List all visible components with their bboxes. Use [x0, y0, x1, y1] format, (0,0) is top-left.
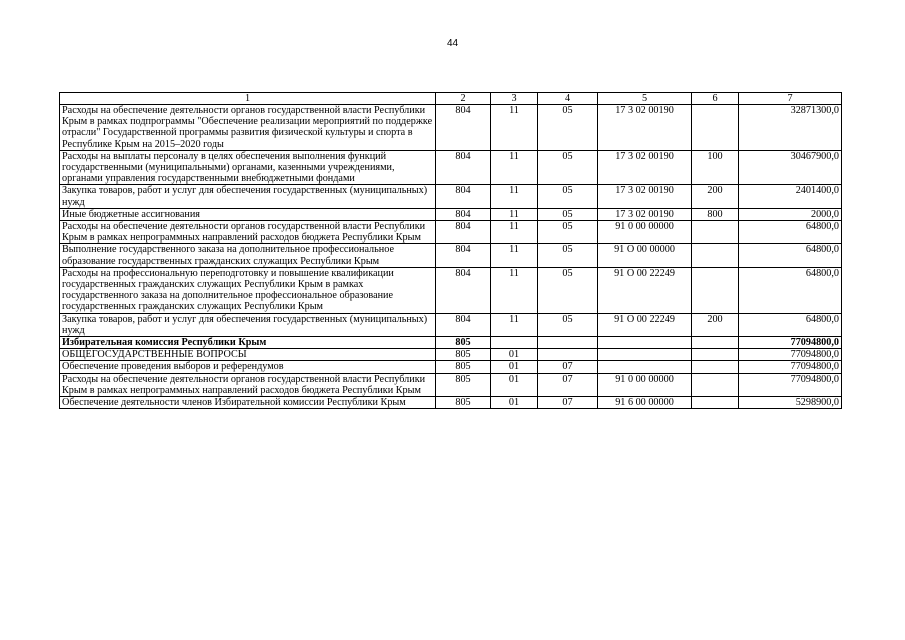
- table-header: [60, 93, 842, 105]
- page-number: 44: [446, 38, 459, 49]
- amount-cell: 5298900,0: [739, 397, 842, 409]
- amount-cell: 64800,0: [739, 221, 842, 244]
- target-article-cell: [598, 349, 692, 361]
- ministry-code-cell: 804: [436, 208, 491, 220]
- section-code-cell: [491, 337, 538, 349]
- table-row: [60, 150, 842, 185]
- row-name-cell: Иные бюджетные ассигнования: [60, 208, 436, 220]
- ministry-code-cell: 804: [436, 221, 491, 244]
- row-name-cell: Обеспечение проведения выборов и референдумов: [60, 361, 436, 373]
- section-code-cell: 11: [491, 267, 538, 313]
- row-name-cell: Выполнение государственного заказа на дополнительное профессиональное образование государственных гражданских служащих Республики Крым: [60, 244, 436, 267]
- target-article-cell: 17 3 02 00190: [598, 208, 692, 220]
- header-cell-3: 3: [491, 93, 538, 105]
- amount-cell: 64800,0: [739, 313, 842, 336]
- header-cell-5: 5: [598, 93, 692, 105]
- ministry-code-cell: 805: [436, 361, 491, 373]
- subsection-code-cell: 05: [538, 313, 598, 336]
- subsection-code-cell: [538, 349, 598, 361]
- subsection-code-cell: 07: [538, 397, 598, 409]
- subsection-code-cell: 05: [538, 221, 598, 244]
- ministry-code-cell: 805: [436, 373, 491, 396]
- row-name-cell: Расходы на выплаты персоналу в целях обеспечения выполнения функций государственными (муниципальными) органами, казенными учреждениями, органами управления государственными внебюджетными фондами: [60, 150, 436, 185]
- expense-type-cell: [692, 105, 739, 151]
- amount-cell: 77094800,0: [739, 337, 842, 349]
- ministry-code-cell: 804: [436, 150, 491, 185]
- table-row: [60, 244, 842, 267]
- target-article-cell: [598, 337, 692, 349]
- amount-cell: 2401400,0: [739, 185, 842, 208]
- section-code-cell: 11: [491, 185, 538, 208]
- amount-cell: 77094800,0: [739, 349, 842, 361]
- section-code-cell: 01: [491, 361, 538, 373]
- expense-type-cell: [692, 221, 739, 244]
- header-cell-2: 2: [436, 93, 491, 105]
- table-row: [60, 337, 842, 349]
- expense-type-cell: 100: [692, 150, 739, 185]
- table-row: [60, 397, 842, 409]
- table-row: [60, 373, 842, 396]
- table-body: [60, 105, 842, 409]
- target-article-cell: 91 О 00 00000: [598, 244, 692, 267]
- amount-cell: 64800,0: [739, 267, 842, 313]
- row-name-cell: Закупка товаров, работ и услуг для обеспечения государственных (муниципальных) нужд: [60, 185, 436, 208]
- ministry-code-cell: 804: [436, 105, 491, 151]
- subsection-code-cell: 05: [538, 150, 598, 185]
- ministry-code-cell: 805: [436, 337, 491, 349]
- ministry-code-cell: 805: [436, 349, 491, 361]
- header-row: [60, 93, 842, 105]
- ministry-code-cell: 804: [436, 267, 491, 313]
- subsection-code-cell: 05: [538, 105, 598, 151]
- section-code-cell: 11: [491, 105, 538, 151]
- amount-cell: 30467900,0: [739, 150, 842, 185]
- expense-type-cell: [692, 373, 739, 396]
- amount-cell: 64800,0: [739, 244, 842, 267]
- header-cell-7: 7: [739, 93, 842, 105]
- expense-type-cell: 200: [692, 313, 739, 336]
- amount-cell: 77094800,0: [739, 361, 842, 373]
- section-code-cell: 11: [491, 221, 538, 244]
- section-code-cell: 11: [491, 150, 538, 185]
- target-article-cell: 91 0 00 00000: [598, 373, 692, 396]
- target-article-cell: 17 3 02 00190: [598, 105, 692, 151]
- section-code-cell: 11: [491, 244, 538, 267]
- row-name-cell: Избирательная комиссия Республики Крым: [60, 337, 436, 349]
- target-article-cell: 17 3 02 00190: [598, 185, 692, 208]
- ministry-code-cell: 804: [436, 244, 491, 267]
- table-row: [60, 313, 842, 336]
- expense-type-cell: [692, 244, 739, 267]
- amount-cell: 77094800,0: [739, 373, 842, 396]
- table-row: [60, 221, 842, 244]
- target-article-cell: 91 0 00 00000: [598, 221, 692, 244]
- table-row: [60, 185, 842, 208]
- subsection-code-cell: 05: [538, 208, 598, 220]
- subsection-code-cell: 05: [538, 244, 598, 267]
- expense-type-cell: [692, 337, 739, 349]
- expense-type-cell: [692, 267, 739, 313]
- section-code-cell: 01: [491, 373, 538, 396]
- row-name-cell: Закупка товаров, работ и услуг для обеспечения государственных (муниципальных) нужд: [60, 313, 436, 336]
- target-article-cell: 91 О 00 22249: [598, 313, 692, 336]
- subsection-code-cell: 05: [538, 185, 598, 208]
- row-name-cell: Расходы на профессиональную переподготовку и повышение квалификации государственных гражданских служащих Республики Крым в рамках государственного заказа на дополнительное профессиональное образование государственных гражданских служащих Республики Крым: [60, 267, 436, 313]
- row-name-cell: ОБЩЕГОСУДАРСТВЕННЫЕ ВОПРОСЫ: [60, 349, 436, 361]
- section-code-cell: 01: [491, 397, 538, 409]
- table-row: [60, 105, 842, 151]
- row-name-cell: Расходы на обеспечение деятельности органов государственной власти Республики Крым в рамках непрограммных направлений расходов бюджета Республики Крым: [60, 221, 436, 244]
- header-cell-1: 1: [60, 93, 436, 105]
- ministry-code-cell: 804: [436, 185, 491, 208]
- section-code-cell: 01: [491, 349, 538, 361]
- table-row: [60, 208, 842, 220]
- row-name-cell: Расходы на обеспечение деятельности органов государственной власти Республики Крым в рамках подпрограммы "Обеспечение реализации мероприятий по поддержке отрасли" Государственной программы развития физической культуры и спорта в Республике Крым на 2015–2020 годы: [60, 105, 436, 151]
- expense-type-cell: [692, 349, 739, 361]
- section-code-cell: 11: [491, 208, 538, 220]
- row-name-cell: Обеспечение деятельности членов Избирательной комиссии Республики Крым: [60, 397, 436, 409]
- amount-cell: 32871300,0: [739, 105, 842, 151]
- table-row: [60, 361, 842, 373]
- amount-cell: 2000,0: [739, 208, 842, 220]
- subsection-code-cell: 07: [538, 361, 598, 373]
- subsection-code-cell: 07: [538, 373, 598, 396]
- subsection-code-cell: 05: [538, 267, 598, 313]
- target-article-cell: 91 6 00 00000: [598, 397, 692, 409]
- table-row: [60, 349, 842, 361]
- expense-type-cell: [692, 361, 739, 373]
- ministry-code-cell: 805: [436, 397, 491, 409]
- table-row: [60, 267, 842, 313]
- row-name-cell: Расходы на обеспечение деятельности органов государственной власти Республики Крым в рамках непрограммных направлений расходов бюджета Республики Крым: [60, 373, 436, 396]
- expense-type-cell: 800: [692, 208, 739, 220]
- target-article-cell: 17 3 02 00190: [598, 150, 692, 185]
- expense-type-cell: 200: [692, 185, 739, 208]
- subsection-code-cell: [538, 337, 598, 349]
- budget-table: [59, 92, 842, 409]
- expense-type-cell: [692, 397, 739, 409]
- ministry-code-cell: 804: [436, 313, 491, 336]
- section-code-cell: 11: [491, 313, 538, 336]
- target-article-cell: [598, 361, 692, 373]
- target-article-cell: 91 О 00 22249: [598, 267, 692, 313]
- header-cell-6: 6: [692, 93, 739, 105]
- header-cell-4: 4: [538, 93, 598, 105]
